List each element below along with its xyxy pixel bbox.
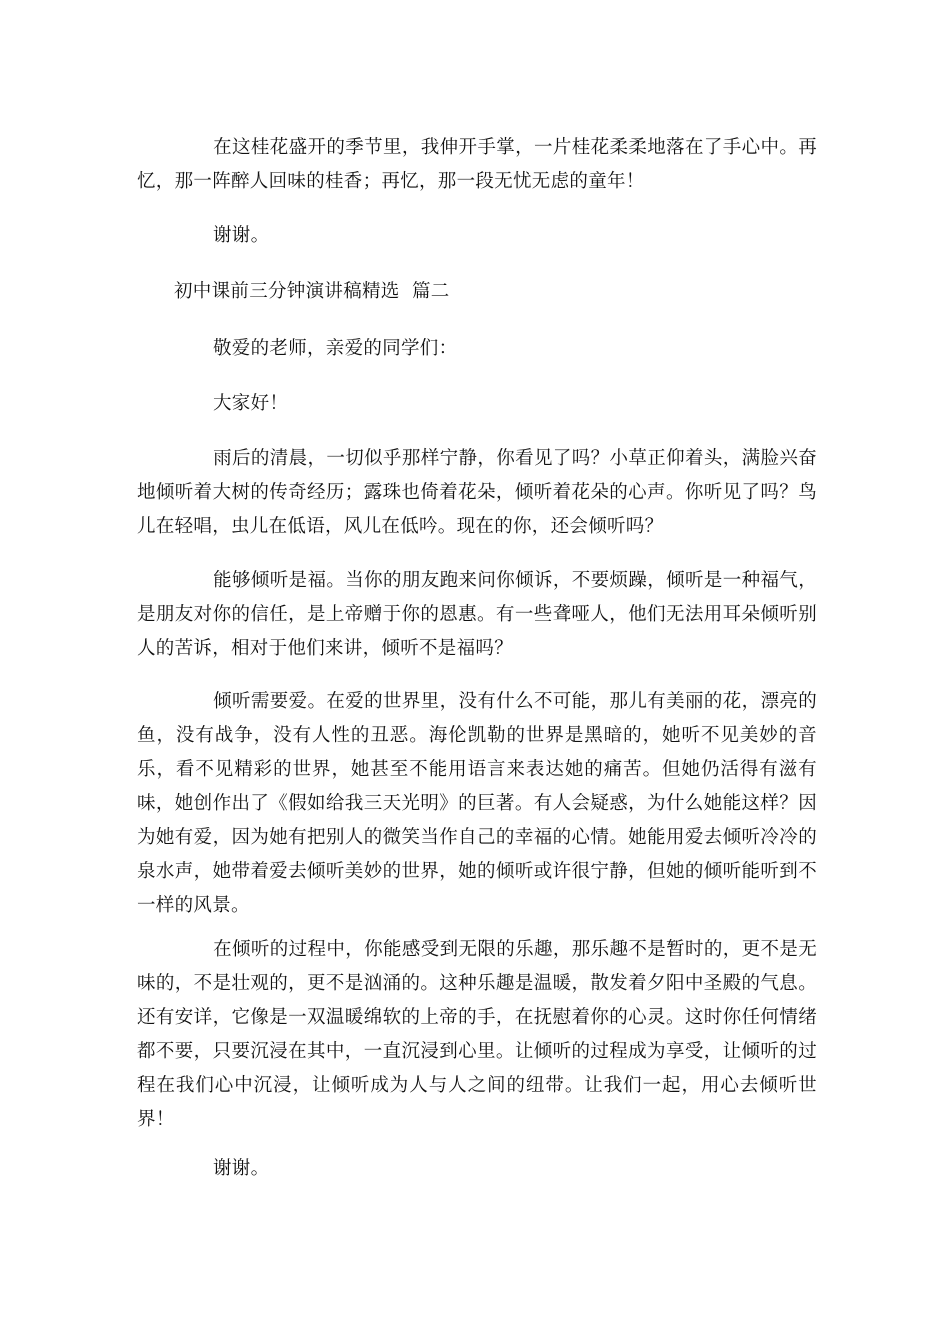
- paragraph-text: 能够倾听是福。当你的朋友跑来问你倾诉，不要烦躁，倾听是一种福气，是朋友对你的信任，是上帝赠于你的恩惠。有一些聋哑人，他们无法用耳朵倾听别人的苦诉，相对于他们来讲，倾听不是福吗？: [137, 570, 817, 659]
- paragraph-text: 雨后的清晨，一切似乎那样宁静，你看见了吗？小草正仰着头，满脸兴奋地倾听着大树的传奇经历；露珠也倚着花朵，倾听着花朵的心声。你听见了吗？鸟儿在轻唱，虫儿在低语，风儿在低吟。现在的你，还会倾听吗？: [137, 448, 817, 537]
- greeting-line: [137, 332, 817, 366]
- thanks-line-2: [137, 1152, 817, 1186]
- hello-text: 大家好！: [213, 393, 289, 414]
- paragraph-text: 在这桂花盛开的季节里，我伸开手掌，一片桂花柔柔地落在了手心中。再忆，那一阵醉人回味的桂香；再忆，那一段无忧无虑的童年！: [137, 137, 817, 192]
- thanks-text: 谢谢。: [213, 1158, 270, 1179]
- paragraph-text: 在倾听的过程中，你能感受到无限的乐趣，那乐趣不是暂时的，更不是无味的，不是壮观的，更不是汹涌的。这种乐趣是温暖，散发着夕阳中圣殿的气息。还有安详，它像是一双温暖绵软的上帝的手，在抚慰着你的心灵。这时你任何情绪都不要，只要沉浸在其中，一直沉浸到心里。让倾听的过程成为享受，让倾听的过程在我们心中沉浸，让倾听成为人与人之间的纽带。让我们一起，用心去倾听世界！: [137, 939, 817, 1130]
- paragraph-1: [137, 442, 817, 544]
- hello-line: [137, 387, 817, 421]
- thanks-line-1: [137, 219, 817, 253]
- paragraph-2: [137, 564, 817, 666]
- thanks-text: 谢谢。: [213, 225, 270, 246]
- section-title: 初中课前三分钟演讲稿精选 篇二: [174, 281, 450, 302]
- paragraph-4: [137, 933, 817, 1137]
- greeting-text: 敬爱的老师，亲爱的同学们：: [213, 338, 458, 359]
- paragraph-text: 倾听需要爱。在爱的世界里，没有什么不可能，那儿有美丽的花，漂亮的鱼，没有战争，没有人性的丑恶。海伦凯勒的世界是黑暗的，她听不见美妙的音乐，看不见精彩的世界，她甚至不能用语言来表达她的痛苦。但她仍活得有滋有味，她创作出了《假如给我三天光明》的巨著。有人会疑惑，为什么她能这样？因为她有爱，因为她有把别人的微笑当作自己的幸福的心情。她能用爱去倾听冷冷的泉水声，她带着爱去倾听美妙的世界，她的倾听或许很宁静，但她的倾听能听到不一样的风景。: [137, 691, 817, 916]
- paragraph-closing-previous: [137, 131, 817, 199]
- paragraph-3: [137, 685, 817, 923]
